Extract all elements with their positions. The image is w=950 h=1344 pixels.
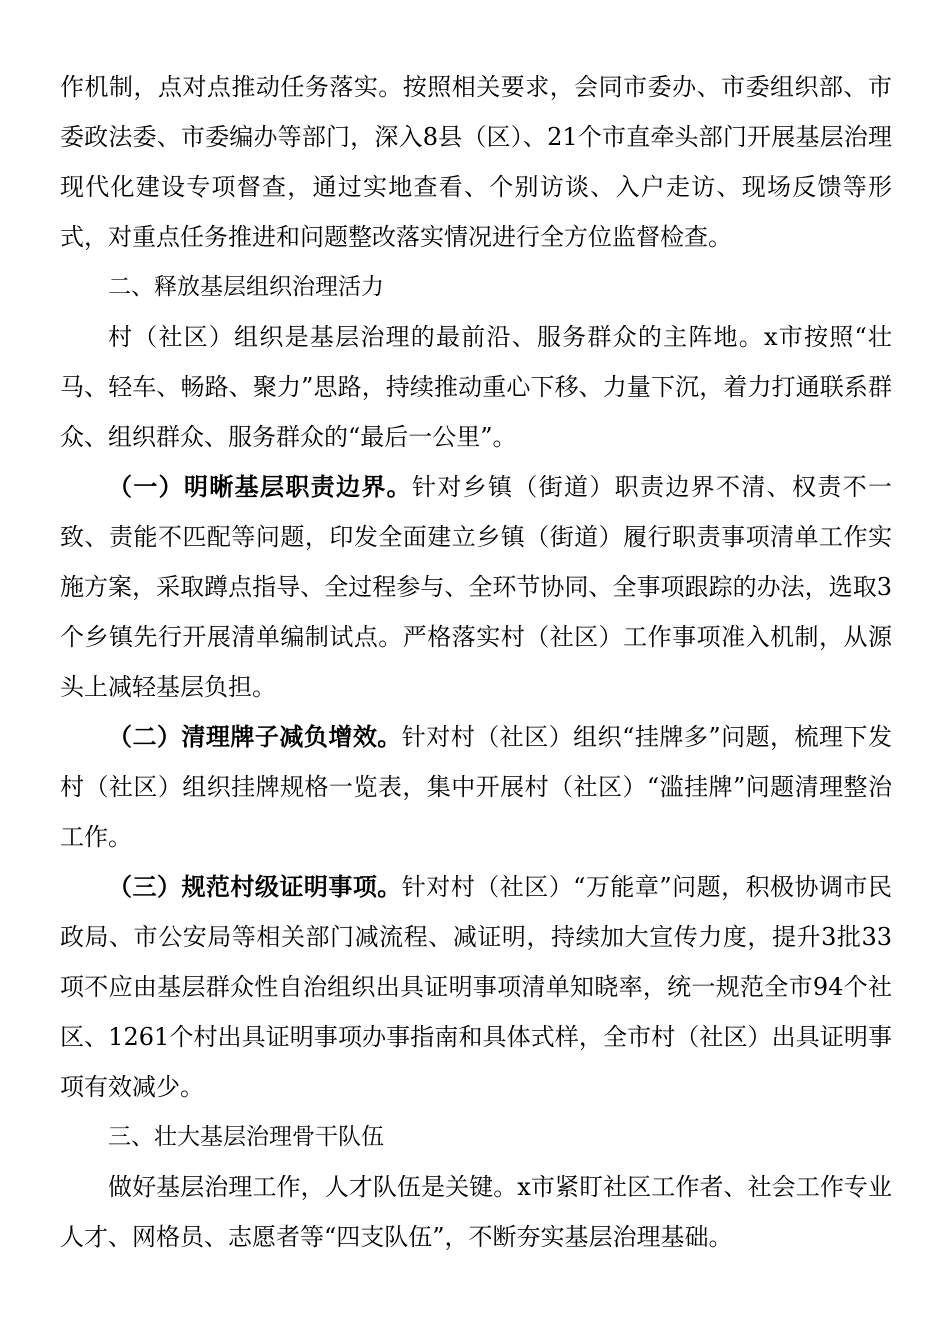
section-heading-2: 二、释放基层组织治理活力 — [108, 274, 384, 300]
section-heading-3: 三、壮大基层治理骨干队伍 — [108, 1124, 384, 1150]
subsection-2 — [60, 712, 892, 862]
subsection-1-text: 针对乡镇（街道）职责边界不清、权责不一致、责能不匹配等问题，印发全面建立乡镇（街道）履行职责事项清单工作实施方案，采取蹲点指导、全过程参与、全环节协同、全事项跟踪的办法，选取3个乡镇先行开展清单编制试点。严格落实村（社区）工作事项准入机制，从源头上减轻基层负担。 — [60, 473, 892, 701]
subsection-2-text: 针对村（社区）组织“挂牌多”问题，梳理下发村（社区）组织挂牌规格一览表，集中开展村（社区）“滥挂牌”问题清理整治工作。 — [60, 723, 892, 851]
paragraph-oversight: 作机制，点对点推动任务落实。按照相关要求，会同市委办、市委组织部、市委政法委、市委编办等部门，深入8县（区）、21个市直牵头部门开展基层治理现代化建设专项督查，通过实地查看、个别访谈、入户走访、现场反馈等形式，对重点任务推进和问题整改落实情况进行全方位监督检查。 — [60, 73, 892, 251]
subsection-3 — [60, 862, 892, 1112]
subsection-1 — [60, 462, 892, 712]
paragraph-talent-team: 做好基层治理工作，人才队伍是关键。x市紧盯社区工作者、社会工作专业人才、网格员、志愿者等“四支队伍”，不断夯实基层治理基础。 — [60, 1173, 892, 1251]
document-page — [60, 62, 892, 1262]
subsection-2-title: （二）清理牌子减负增效。 — [108, 722, 402, 751]
paragraph-community-org: 村（社区）组织是基层治理的最前沿、服务群众的主阵地。x市按照“壮马、轻车、畅路、聚力”思路，持续推动重心下移、力量下沉，着力打通联系群众、组织群众、服务群众的“最后一公里”。 — [60, 323, 892, 451]
subsection-1-title: （一）明晰基层职责边界。 — [108, 472, 412, 501]
subsection-3-title: （三）规范村级证明事项。 — [108, 872, 402, 901]
subsection-3-text: 针对村（社区）“万能章”问题，积极协调市民政局、市公安局等相关部门减流程、减证明，持续加大宣传力度，提升3批33项不应由基层群众性自治组织出具证明事项清单知晓率，统一规范全市94个社区、1261个村出具证明事项办事指南和具体式样，全市村（社区）出具证明事项有效减少。 — [60, 873, 892, 1101]
